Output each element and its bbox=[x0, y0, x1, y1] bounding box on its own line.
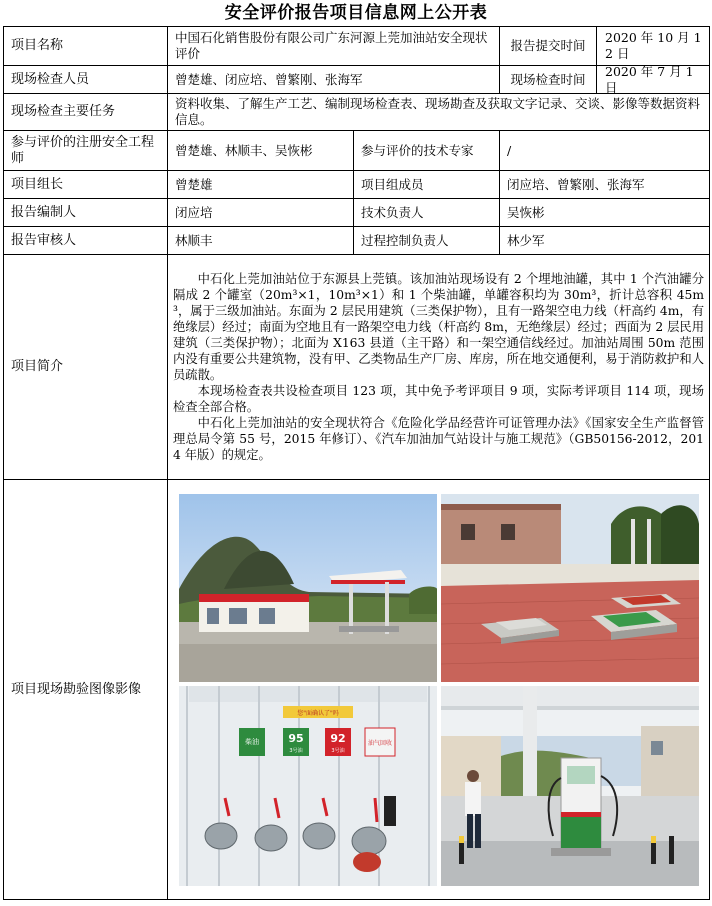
value-intro bbox=[168, 255, 710, 480]
photos-cell bbox=[168, 480, 710, 900]
value-members: 闭应培、曾繁刚、张海军 bbox=[500, 171, 710, 199]
fuel-dispenser-image bbox=[441, 686, 699, 886]
photo-station-exterior bbox=[179, 494, 437, 682]
label-process-lead: 过程控制负责人 bbox=[354, 227, 500, 255]
label-engineers: 参与评价的注册安全工程师 bbox=[4, 131, 168, 171]
intro-paragraph-2: 本现场检查表共设检查项目 123 项，其中免予考评项目 9 项，实际考评项目 114 项，现场检查全部合格。 bbox=[173, 384, 705, 414]
intro-paragraph-1: 中石化上莞加油站位于东源县上莞镇。该加油站现场设有 2 个埋地油罐，其中 1 个汽油罐分隔成 2 个罐室（20m³×1，10m³×1）和 1 个柴油罐，单罐容积均为 30m³，折计总容积 45m³，属于三级加油站。东面为 2 层民用建筑（三类保护物），且有一路架空电力线（杆高约 4m，有绝缘层）经过；南面为空地且有一路架空电力线（杆高约 8m，无绝缘层）经过；西面为 2 层民用建筑（三类保护物）；北面为 X163 县道（主干路）和一架空通信线经过。加油站周围 50m 范围内没有重要公共建筑物，没有甲、乙类物品生产厂房、库房，所在地交通便利，易于消防救护和人员疏散。 bbox=[173, 272, 705, 382]
label-members: 项目组成员 bbox=[354, 171, 500, 199]
submit-time-cell bbox=[500, 27, 710, 66]
value-reviewer: 林顺丰 bbox=[168, 227, 354, 255]
project-name-text: 中国石化销售股份有限公司广东河源上莞加油站安全现状评价 bbox=[175, 30, 488, 61]
tank-area-image bbox=[441, 494, 699, 682]
label-intro: 项目简介 bbox=[4, 255, 168, 480]
tag-diesel-text: 柴油 bbox=[244, 737, 259, 746]
label-inspect-time: 现场检查时间 bbox=[500, 66, 597, 93]
value-experts: / bbox=[500, 131, 710, 171]
value-project-name bbox=[168, 27, 500, 66]
value-tech-lead: 吴恢彬 bbox=[500, 199, 710, 227]
value-process-lead: 林少军 bbox=[500, 227, 710, 255]
row-compiler bbox=[4, 199, 710, 227]
row-inspectors bbox=[4, 66, 710, 94]
row-reviewer bbox=[4, 227, 710, 255]
inspect-time-cell bbox=[500, 63, 710, 95]
intro-paragraph-3: 中石化上莞加油站的安全现状符合《危险化学品经营许可证管理办法》《国家安全生产监督管理总局令第 55 号，2015 年修订）、《汽车加油加气站设计与施工规范》（GB50156-2012，2014 年版）的规定。 bbox=[173, 416, 705, 462]
page-title: 安全评价报告项目信息网上公开表 bbox=[224, 3, 488, 23]
label-project-name: 项目名称 bbox=[4, 27, 168, 66]
row-project-name bbox=[4, 27, 710, 66]
label-tech-lead: 技术负责人 bbox=[354, 199, 500, 227]
row-main-tasks bbox=[4, 94, 710, 131]
photo-unloading-box bbox=[179, 686, 437, 886]
label-leader: 项目组长 bbox=[4, 171, 168, 199]
value-leader: 曾楚雄 bbox=[168, 171, 354, 199]
row-leader bbox=[4, 171, 710, 199]
value-submit-time: 2020 年 10 月 12 日 bbox=[605, 30, 702, 61]
value-inspect-time: 2020 年 7 月 1 日 bbox=[605, 63, 694, 95]
tag-95-sub-text: 3号油 bbox=[288, 747, 303, 754]
row-photos bbox=[4, 480, 710, 900]
label-reviewer: 报告审核人 bbox=[4, 227, 168, 255]
tag-95-text: 95 bbox=[287, 731, 304, 745]
tag-vapor-text: 油气回收 bbox=[367, 739, 392, 747]
label-photos: 项目现场勘验图像影像 bbox=[4, 480, 168, 900]
label-compiler: 报告编制人 bbox=[4, 199, 168, 227]
label-main-tasks: 现场检查主要任务 bbox=[4, 94, 168, 131]
row-intro bbox=[4, 255, 710, 480]
label-experts: 参与评价的技术专家 bbox=[354, 131, 500, 171]
value-engineers: 曾楚雄、林顺丰、吴恢彬 bbox=[168, 131, 354, 171]
label-submit-time: 报告提交时间 bbox=[500, 27, 597, 65]
tag-92-text: 92 bbox=[329, 731, 346, 745]
sign-top-text: 您"面确认了"吗 bbox=[296, 709, 339, 717]
unloading-box-image bbox=[179, 686, 437, 886]
tag-92-sub-text: 3号油 bbox=[330, 747, 345, 754]
value-compiler: 闭应培 bbox=[168, 199, 354, 227]
label-inspectors: 现场检查人员 bbox=[4, 66, 168, 94]
row-engineers bbox=[4, 131, 710, 171]
photo-tank-area bbox=[441, 494, 699, 682]
value-main-tasks: 资料收集、了解生产工艺、编制现场检查表、现场勘查及获取文字记录、交谈、影像等数据资料信息。 bbox=[168, 94, 710, 131]
photo-fuel-dispenser bbox=[441, 686, 699, 886]
value-inspectors: 曾楚雄、闭应培、曾繁刚、张海军 bbox=[168, 66, 500, 94]
photo-collage bbox=[179, 494, 699, 886]
info-table bbox=[3, 26, 710, 900]
station-exterior-image bbox=[179, 494, 437, 682]
